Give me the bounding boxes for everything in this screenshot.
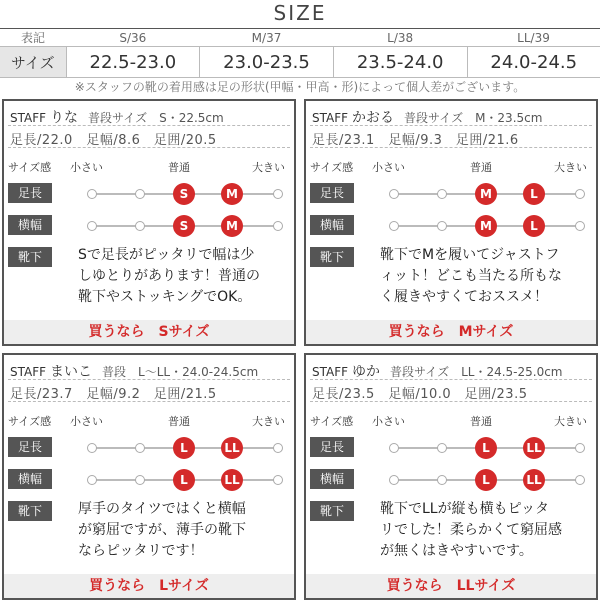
size-table-value-row bbox=[0, 47, 600, 78]
scale-max-label: 大きい bbox=[252, 415, 285, 428]
usual-size: 普段サイズ M・23.5cm bbox=[404, 111, 543, 125]
usual-size: 普段サイズ LL・24.5-25.0cm bbox=[390, 365, 563, 379]
scale-dot bbox=[389, 443, 399, 453]
staff-header bbox=[312, 361, 563, 381]
socks-label: 靴下 bbox=[8, 247, 52, 267]
staff-header bbox=[10, 107, 224, 127]
comment-line: 靴下やストッキングでOK。 bbox=[78, 289, 252, 305]
staff-comment bbox=[78, 245, 260, 308]
size-marker: L bbox=[475, 437, 497, 459]
comment-line: ならピッタリです！ bbox=[78, 543, 204, 559]
header-cell: S/36 bbox=[119, 31, 147, 45]
length-label: 足長 bbox=[310, 183, 354, 203]
staff-card bbox=[2, 353, 296, 600]
recommend-bar: 買うなら Lサイズ bbox=[4, 574, 294, 598]
comment-line: 靴下でLLが縦も横もピッタ bbox=[380, 501, 550, 517]
comment-line: 厚手のタイツではくと横幅 bbox=[78, 501, 246, 517]
size-marker: M bbox=[221, 183, 243, 205]
scale-dot bbox=[389, 475, 399, 485]
scale-dot bbox=[273, 443, 283, 453]
length-label: 足長 bbox=[8, 183, 52, 203]
header-cell: L/38 bbox=[387, 31, 414, 45]
scale-dot bbox=[437, 443, 447, 453]
fit-note: ※スタッフの靴の着用感は足の形状(甲幅・甲高・形)によって個人差がございます。 bbox=[74, 80, 526, 94]
usual-size: 普段サイズ S・22.5cm bbox=[88, 111, 224, 125]
scale-dot bbox=[389, 221, 399, 231]
comment-line: リでした！柔らかくて窮屈感 bbox=[380, 522, 562, 538]
scale-dot bbox=[437, 221, 447, 231]
page-title: SIZE bbox=[273, 1, 327, 25]
scale-title: サイズ感 bbox=[310, 161, 354, 174]
staff-comment bbox=[78, 499, 246, 562]
usual-size: 普段 L～LL・24.0-24.5cm bbox=[102, 365, 259, 379]
size-marker: LL bbox=[523, 469, 545, 491]
staff-card bbox=[304, 353, 598, 600]
staff-name: りな bbox=[50, 110, 79, 126]
width-label: 横幅 bbox=[8, 469, 52, 489]
scale-min-label: 小さい bbox=[70, 415, 103, 428]
header-cell: M/37 bbox=[251, 31, 282, 45]
size-marker: LL bbox=[523, 437, 545, 459]
size-marker: M bbox=[221, 215, 243, 237]
size-marker: L bbox=[523, 183, 545, 205]
dash-divider bbox=[310, 401, 592, 402]
length-label: 足長 bbox=[310, 437, 354, 457]
staff-header bbox=[10, 361, 258, 381]
scale-dot bbox=[437, 189, 447, 199]
scale-max-label: 大きい bbox=[252, 161, 285, 174]
length-label: 足長 bbox=[8, 437, 52, 457]
dash-divider bbox=[8, 401, 290, 402]
size-marker: L bbox=[475, 469, 497, 491]
value-cell: 23.5-24.0 bbox=[333, 47, 467, 78]
scale-dot bbox=[575, 475, 585, 485]
scale-dot bbox=[135, 221, 145, 231]
staff-label: STAFF bbox=[312, 365, 349, 379]
comment-line: く履きやすくておススメ！ bbox=[380, 289, 548, 305]
staff-comment bbox=[380, 245, 562, 308]
dash-divider bbox=[8, 125, 290, 126]
size-table bbox=[0, 30, 600, 78]
value-cell: 22.5-23.0 bbox=[66, 47, 200, 78]
recommend-bar: 買うなら LLサイズ bbox=[306, 574, 596, 598]
staff-name: かおる bbox=[352, 110, 395, 126]
staff-comment bbox=[380, 499, 562, 562]
staff-label: STAFF bbox=[312, 111, 349, 125]
scale-max-label: 大きい bbox=[554, 415, 587, 428]
staff-card bbox=[2, 99, 296, 346]
row-label: サイズ bbox=[0, 47, 66, 78]
scale-mid-label: 普通 bbox=[470, 161, 492, 174]
scale-title: サイズ感 bbox=[8, 415, 52, 428]
scale-dot bbox=[575, 189, 585, 199]
scale-dot bbox=[389, 189, 399, 199]
scale-max-label: 大きい bbox=[554, 161, 587, 174]
scale-title: サイズ感 bbox=[310, 415, 354, 428]
size-marker: L bbox=[173, 469, 195, 491]
staff-card bbox=[304, 99, 598, 346]
comment-line: ィット！どこも当たる所もな bbox=[380, 268, 562, 284]
scale-dot bbox=[87, 221, 97, 231]
size-marker: L bbox=[173, 437, 195, 459]
scale-dot bbox=[273, 475, 283, 485]
value-cell: 24.0-24.5 bbox=[467, 47, 600, 78]
dash-divider bbox=[8, 147, 290, 148]
size-marker: LL bbox=[221, 437, 243, 459]
scale-mid-label: 普通 bbox=[168, 415, 190, 428]
width-label: 横幅 bbox=[8, 215, 52, 235]
value-cell: 23.0-23.5 bbox=[200, 47, 334, 78]
size-marker: S bbox=[173, 215, 195, 237]
staff-name: ゆか bbox=[352, 364, 381, 380]
header-label: 表記 bbox=[20, 31, 45, 45]
socks-label: 靴下 bbox=[8, 501, 52, 521]
socks-label: 靴下 bbox=[310, 247, 354, 267]
dash-divider bbox=[310, 125, 592, 126]
width-label: 横幅 bbox=[310, 215, 354, 235]
scale-dot bbox=[437, 475, 447, 485]
header-cell: LL/39 bbox=[517, 31, 550, 45]
title-divider bbox=[0, 28, 600, 29]
scale-min-label: 小さい bbox=[372, 161, 405, 174]
foot-measurements: 足長/22.0 足幅/8.6 足囲/20.5 bbox=[10, 133, 217, 148]
foot-measurements: 足長/23.7 足幅/9.2 足囲/21.5 bbox=[10, 387, 217, 402]
scale-dot bbox=[87, 475, 97, 485]
size-marker: S bbox=[173, 183, 195, 205]
comment-line: 靴下でMを履いてジャストフ bbox=[380, 247, 560, 263]
scale-dot bbox=[273, 221, 283, 231]
scale-title: サイズ感 bbox=[8, 161, 52, 174]
size-table-header-row bbox=[0, 30, 600, 47]
size-marker: LL bbox=[221, 469, 243, 491]
width-label: 横幅 bbox=[310, 469, 354, 489]
staff-header bbox=[312, 107, 542, 127]
dash-divider bbox=[310, 147, 592, 148]
scale-min-label: 小さい bbox=[372, 415, 405, 428]
socks-label: 靴下 bbox=[310, 501, 354, 521]
scale-dot bbox=[135, 475, 145, 485]
comment-line: が窮屈ですが、薄手の靴下 bbox=[78, 522, 246, 538]
comment-line: Sで足長がピッタリで幅は少 bbox=[78, 247, 255, 263]
foot-measurements: 足長/23.1 足幅/9.3 足囲/21.6 bbox=[312, 133, 519, 148]
scale-dot bbox=[575, 221, 585, 231]
comment-line: しゆとりがあります！普通の bbox=[78, 268, 260, 284]
scale-dot bbox=[135, 443, 145, 453]
size-marker: L bbox=[523, 215, 545, 237]
staff-label: STAFF bbox=[10, 111, 47, 125]
foot-measurements: 足長/23.5 足幅/10.0 足囲/23.5 bbox=[312, 387, 528, 402]
comment-line: が無くはきやすいです。 bbox=[380, 543, 533, 559]
scale-dot bbox=[273, 189, 283, 199]
staff-label: STAFF bbox=[10, 365, 47, 379]
scale-dot bbox=[575, 443, 585, 453]
recommend-bar: 買うなら Mサイズ bbox=[306, 320, 596, 344]
scale-dot bbox=[135, 189, 145, 199]
dash-divider bbox=[310, 379, 592, 380]
size-marker: M bbox=[475, 215, 497, 237]
scale-mid-label: 普通 bbox=[168, 161, 190, 174]
scale-mid-label: 普通 bbox=[470, 415, 492, 428]
scale-min-label: 小さい bbox=[70, 161, 103, 174]
dash-divider bbox=[8, 379, 290, 380]
recommend-bar: 買うなら Sサイズ bbox=[4, 320, 294, 344]
scale-dot bbox=[87, 443, 97, 453]
staff-name: まいこ bbox=[50, 364, 93, 380]
size-marker: M bbox=[475, 183, 497, 205]
scale-dot bbox=[87, 189, 97, 199]
